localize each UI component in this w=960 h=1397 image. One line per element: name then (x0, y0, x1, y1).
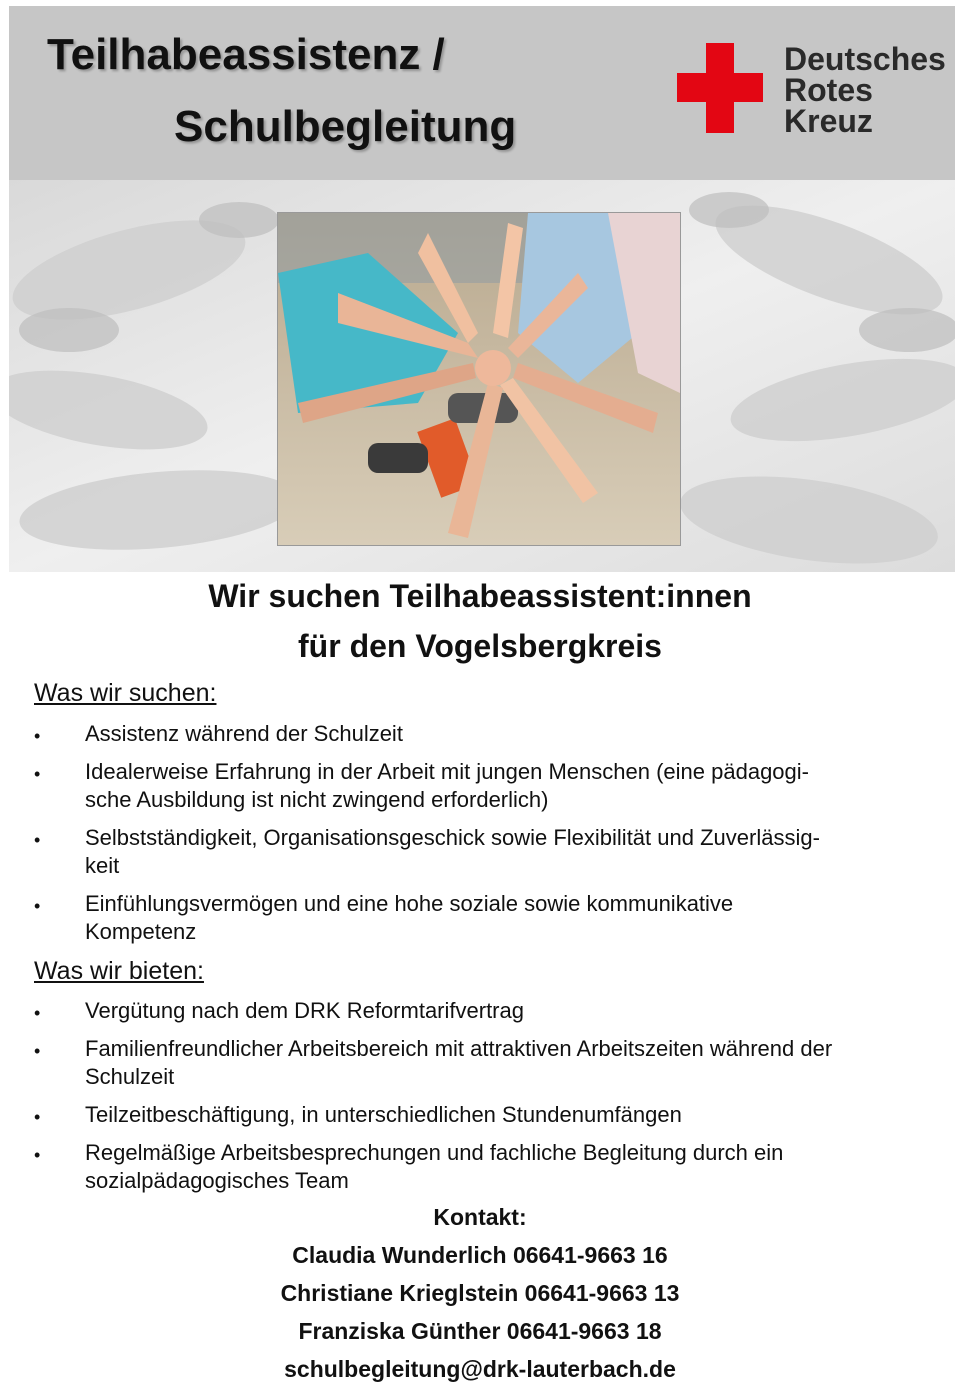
page-title-line2: Schulbegleitung (174, 102, 517, 151)
contact-title: Kontakt: (433, 1204, 527, 1230)
list-item-line2: sche Ausbildung ist nicht zwingend erforderlich) (85, 787, 549, 812)
list-item-line1: • Idealerweise Erfahrung in der Arbeit mit jungen Menschen (eine pädagogi- (85, 759, 809, 784)
list-item (30, 1035, 945, 1091)
section-title-bieten: Was wir bieten: (34, 957, 204, 985)
list-item-line2: Schulzeit (85, 1064, 175, 1089)
list-item (30, 997, 945, 1025)
list-item-line2: Kompetenz (85, 919, 197, 944)
page-title-line1: Teilhabeassistenz / (47, 30, 445, 79)
list-item-line1: • Regelmäßige Arbeitsbesprechungen und fachliche Begleitung durch ein (85, 1140, 784, 1165)
drk-logo-text (784, 41, 946, 139)
section-title-suchen: Was wir suchen: (34, 679, 217, 707)
list-bieten (30, 997, 945, 1205)
list-item (30, 890, 945, 946)
list-item-line1: • Familienfreundlicher Arbeitsbereich mit attraktiven Arbeitszeiten während der (85, 1036, 833, 1061)
header-banner (9, 6, 955, 180)
headline-line2: für den Vogelsbergkreis (298, 628, 662, 664)
list-item-line1: • Teilzeitbeschäftigung, in unterschiedlichen Stundenumfängen (85, 1102, 682, 1127)
list-item-line2: sozialpädagogisches Team (85, 1168, 349, 1193)
list-item (30, 1139, 945, 1195)
list-item-line1: • Selbstständigkeit, Organisationsgeschick sowie Flexibilität und Zuverlässig- (85, 825, 820, 850)
list-item (30, 758, 945, 814)
red-cross-logo-icon (677, 43, 763, 133)
list-suchen (30, 720, 945, 956)
list-item-line1: • Einfühlungsvermögen und eine hohe soziale sowie kommunikative (85, 891, 734, 916)
list-item (30, 720, 945, 748)
list-item-line2: keit (85, 853, 120, 878)
contact-person-2: Christiane Krieglstein 06641-9663 13 (280, 1280, 680, 1306)
list-item-line1: • Assistenz während der Schulzeit (85, 721, 403, 746)
contact-person-1: Claudia Wunderlich 06641-9663 16 (292, 1242, 668, 1268)
logo-text-line3: Kreuz (784, 103, 873, 139)
list-item-line1: • Vergütung nach dem DRK Reformtarifvertrag (85, 998, 524, 1023)
headline-line1: Wir suchen Teilhabeassistent:innen (208, 578, 752, 614)
contact-email[interactable]: schulbegleitung@drk-lauterbach.de (284, 1356, 676, 1382)
logo-text-line2: Rotes (784, 72, 873, 108)
list-item (30, 824, 945, 880)
list-item (30, 1101, 945, 1129)
contact-person-3: Franziska Günther 06641-9663 18 (298, 1318, 662, 1344)
children-hands-photo (277, 212, 681, 546)
logo-text-line1: Deutsches (784, 41, 946, 77)
